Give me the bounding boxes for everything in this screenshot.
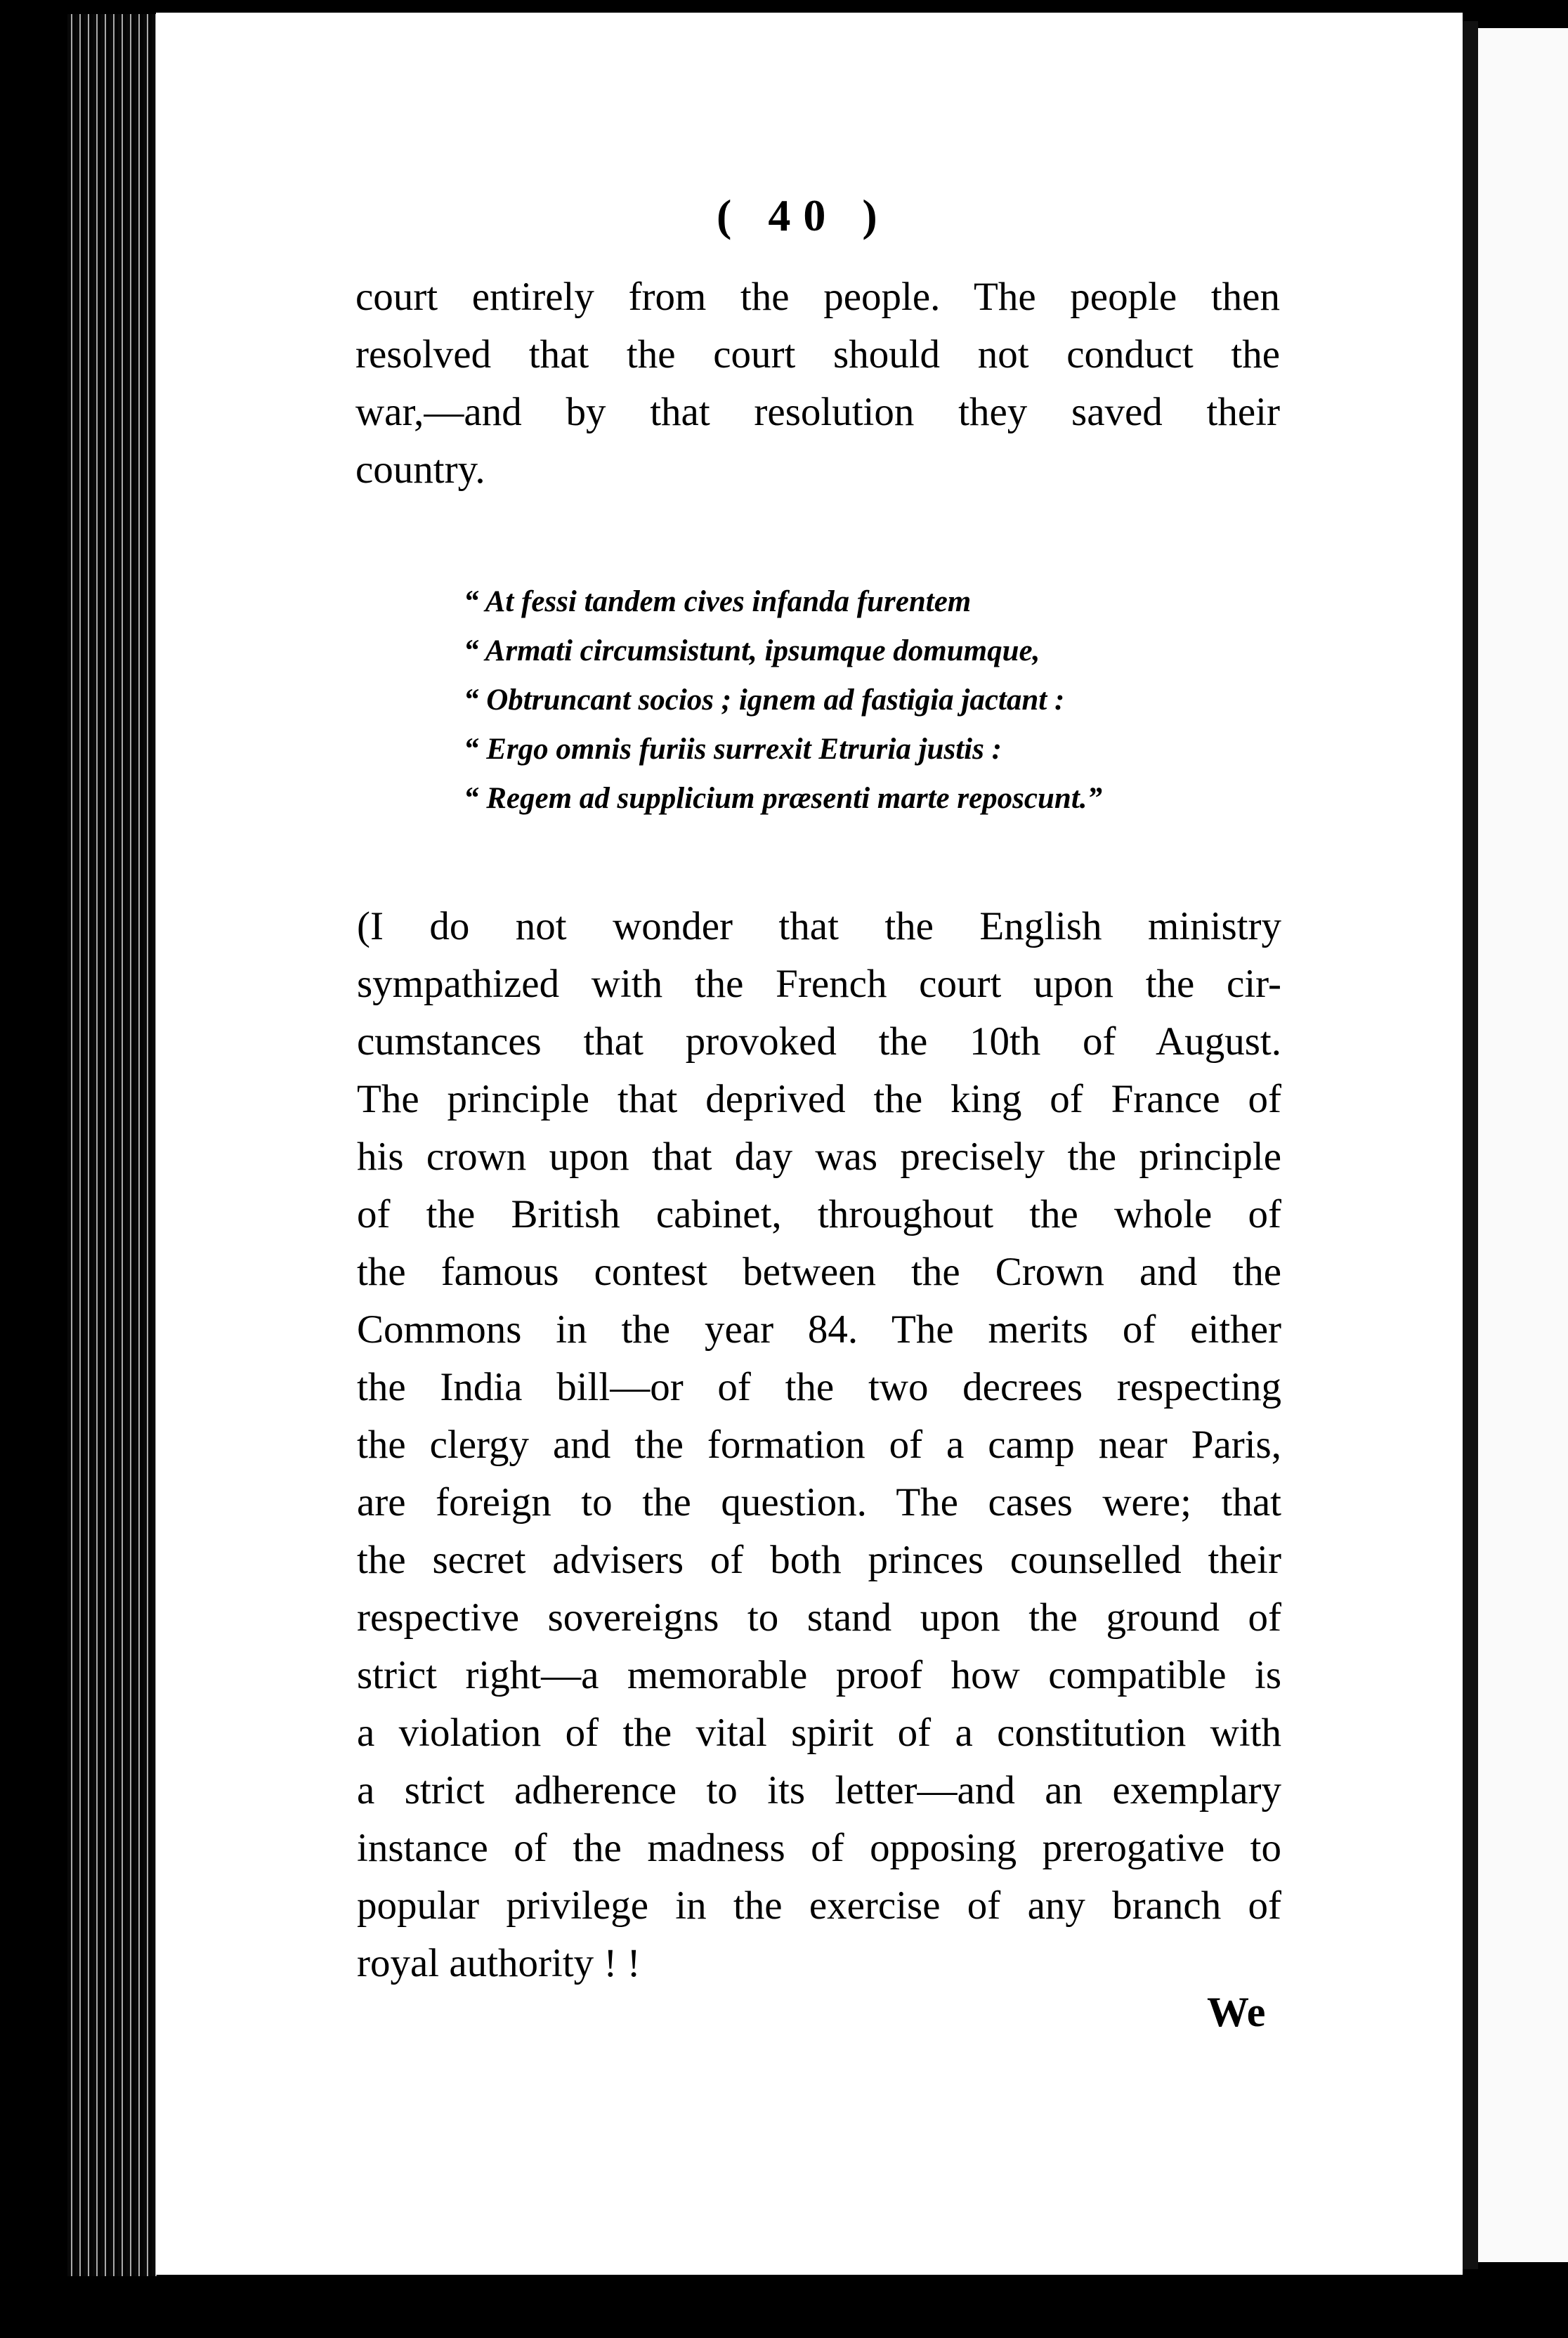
text-line: of the British cabinet, throughout the whole of bbox=[357, 1192, 1281, 1236]
binding-gutter bbox=[67, 14, 159, 2283]
page-number: ( 40 ) bbox=[717, 190, 890, 240]
bottom-border bbox=[0, 2276, 1568, 2338]
verse-line: “ Ergo omnis furiis surrexit Etruria justis : bbox=[464, 733, 1002, 766]
text-line: (I do not wonder that the English ministry bbox=[357, 904, 1281, 948]
text-line: strict right—a memorable proof how compatible is bbox=[357, 1653, 1281, 1697]
paragraph-main bbox=[357, 898, 1281, 1992]
text-line: respective sovereigns to stand upon the ground of bbox=[357, 1595, 1281, 1640]
text-line: The principle that deprived the king of France of bbox=[357, 1077, 1281, 1121]
latin-verse-quotation bbox=[464, 577, 1166, 823]
text-line: sympathized with the French court upon the cir- bbox=[357, 962, 1281, 1006]
facing-page-sliver bbox=[1478, 28, 1568, 2262]
verse-line: “ Regem ad supplicium præsenti marte reposcunt.” bbox=[464, 782, 1103, 815]
text-line: the famous contest between the Crown and the bbox=[357, 1250, 1281, 1294]
verse-line: “ Obtruncant socios ; ignem ad fastigia jactant : bbox=[464, 684, 1065, 717]
text-line: court entirely from the people. The people then bbox=[355, 275, 1280, 319]
text-line: the clergy and the formation of a camp near Paris, bbox=[357, 1423, 1281, 1467]
text-line: cumstances that provoked the 10th of August. bbox=[357, 1019, 1281, 1064]
page-edge-shadow bbox=[1463, 21, 1478, 2269]
verse-line: “ At fessi tandem cives infanda furentem bbox=[464, 585, 972, 618]
text-line: a strict adherence to its letter—and an exemplary bbox=[357, 1768, 1281, 1813]
text-line: royal authority ! ! bbox=[357, 1941, 641, 1985]
text-line: country. bbox=[355, 448, 485, 492]
text-line: his crown upon that day was precisely the principle bbox=[357, 1135, 1281, 1179]
verse-line: “ Armati circumsistunt, ipsumque domumque, bbox=[464, 634, 1040, 667]
text-line: popular privilege in the exercise of any branch of bbox=[357, 1883, 1281, 1928]
text-line: war,—and by that resolution they saved their bbox=[355, 390, 1280, 434]
text-line: resolved that the court should not conduct the bbox=[355, 332, 1280, 377]
text-line: instance of the madness of opposing prerogative to bbox=[357, 1826, 1281, 1870]
text-line: a violation of the vital spirit of a constitution with bbox=[357, 1711, 1281, 1755]
text-line: are foreign to the question. The cases were; that bbox=[357, 1480, 1281, 1524]
paragraph-continued bbox=[355, 268, 1280, 499]
text-line: the India bill—or of the two decrees respecting bbox=[357, 1365, 1281, 1409]
catchword: We bbox=[1207, 1989, 1266, 2035]
text-line: the secret advisers of both princes counselled their bbox=[357, 1538, 1281, 1582]
text-line: Commons in the year 84. The merits of either bbox=[357, 1307, 1281, 1352]
